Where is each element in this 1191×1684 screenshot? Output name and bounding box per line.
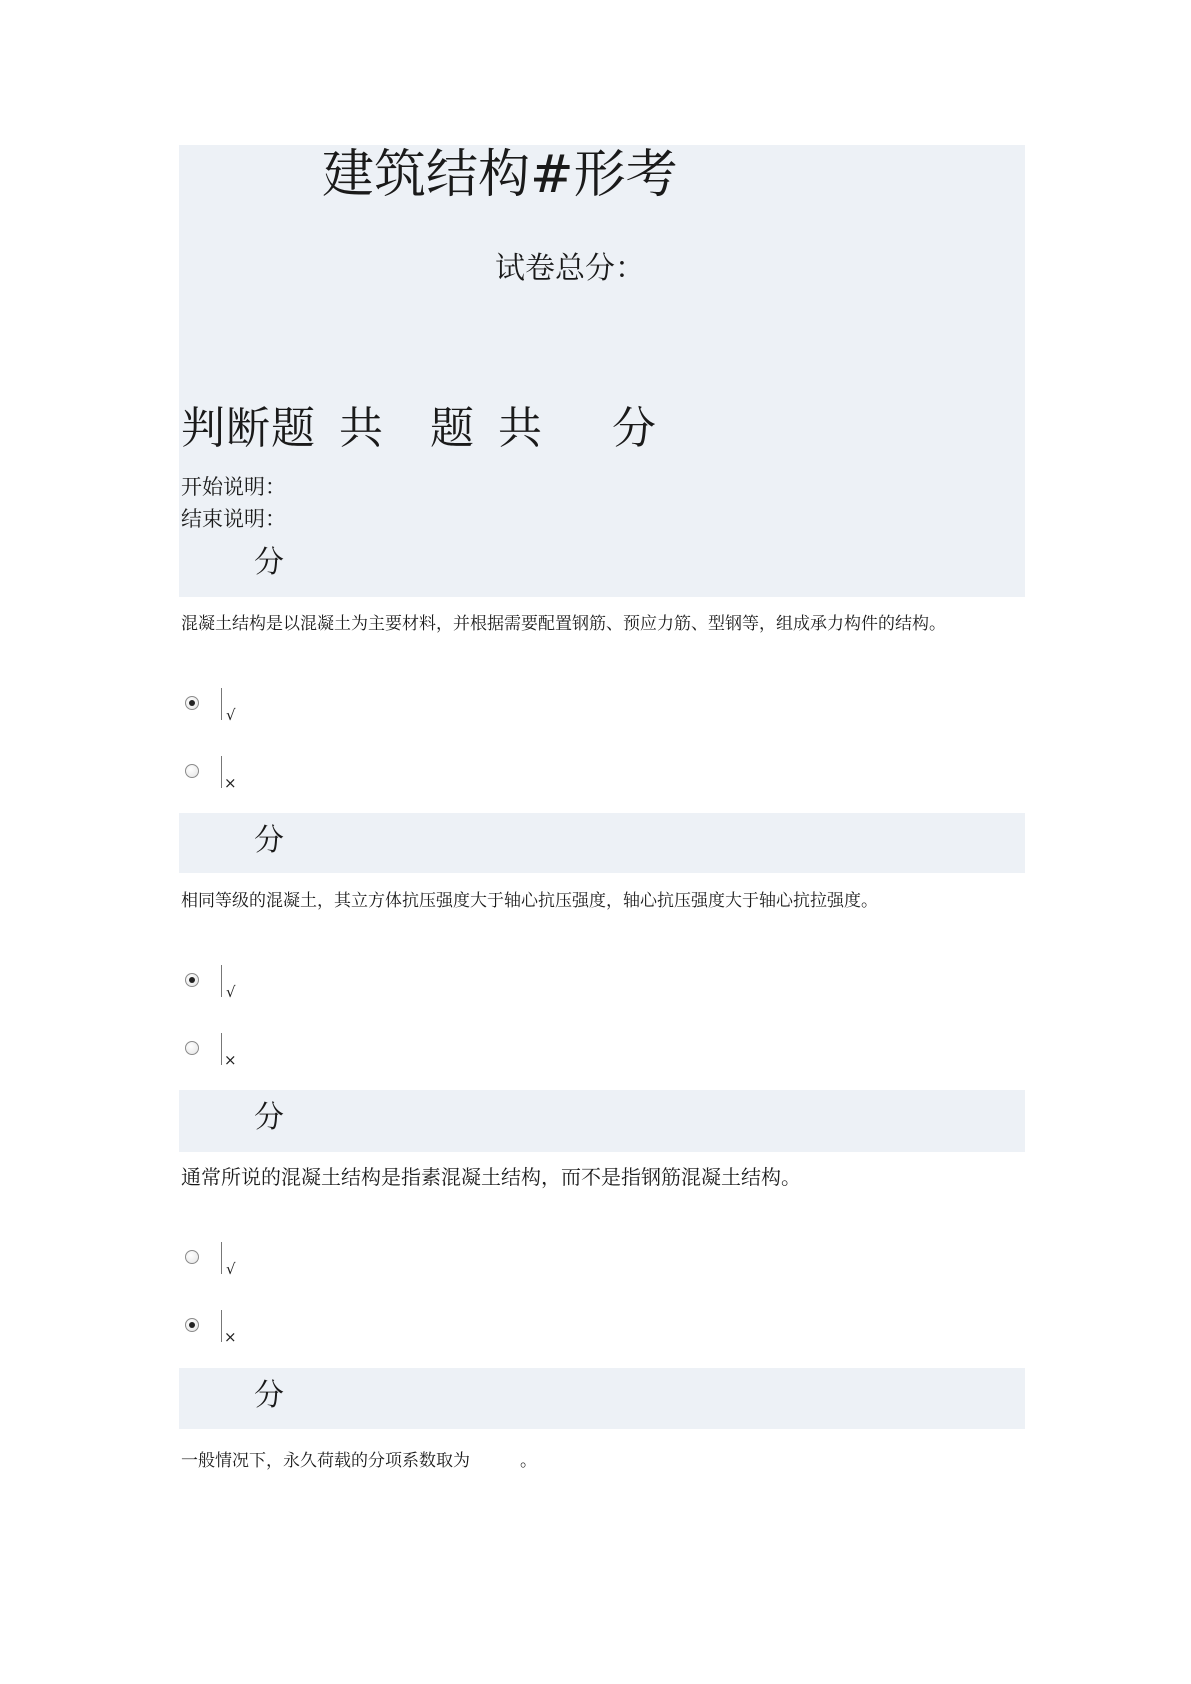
cross-mark: × xyxy=(224,1328,237,1346)
check-mark: √ xyxy=(226,1260,236,1278)
check-mark: √ xyxy=(226,983,236,1001)
section-heading-type: 判断题 xyxy=(181,403,316,454)
question-2-header xyxy=(179,813,1025,873)
question-1-radio-false[interactable] xyxy=(185,764,199,778)
total-score-label: 试卷总分： xyxy=(495,251,645,286)
question-2-radio-false[interactable] xyxy=(185,1041,199,1055)
question-2-score: 分 xyxy=(254,823,284,858)
question-4-text-suffix: 。 xyxy=(520,1451,537,1471)
question-3-text: 通常所说的混凝土结构是指素混凝土结构，而不是指钢筋混凝土结构。 xyxy=(181,1165,801,1189)
question-4-score: 分 xyxy=(254,1378,284,1413)
question-3-score: 分 xyxy=(254,1100,284,1135)
question-3-radio-true[interactable] xyxy=(185,1250,199,1264)
option-divider xyxy=(221,1033,222,1065)
question-4-text: 一般情况下，永久荷载的分项系数取为 xyxy=(181,1451,470,1471)
end-note: 结束说明： xyxy=(181,507,286,531)
cross-mark: × xyxy=(224,1051,237,1069)
option-divider xyxy=(221,1310,222,1342)
header-panel xyxy=(179,145,1025,597)
cross-mark: × xyxy=(224,774,237,792)
option-divider xyxy=(221,756,222,788)
question-1-score: 分 xyxy=(254,545,284,580)
question-2-radio-true[interactable] xyxy=(185,973,199,987)
question-2-text: 相同等级的混凝土，其立方体抗压强度大于轴心抗压强度，轴心抗压强度大于轴心抗拉强度。 xyxy=(181,891,878,911)
section-heading-count-unit: 题 xyxy=(430,403,475,454)
check-mark: √ xyxy=(226,706,236,724)
question-1-text: 混凝土结构是以混凝土为主要材料，并根据需要配置钢筋、预应力筋、型钢等，组成承力构件的结构。 xyxy=(181,614,946,634)
question-3-header xyxy=(179,1090,1025,1152)
question-4-header xyxy=(179,1368,1025,1429)
question-1-radio-true[interactable] xyxy=(185,696,199,710)
section-heading-score-unit: 分 xyxy=(612,403,657,454)
section-heading-count-prefix: 共 xyxy=(339,403,384,454)
option-divider xyxy=(221,688,222,720)
page-title: 建筑结构#形考 xyxy=(322,145,678,205)
question-3-radio-false[interactable] xyxy=(185,1318,199,1332)
section-heading-score-prefix: 共 xyxy=(498,403,543,454)
option-divider xyxy=(221,1242,222,1274)
start-note: 开始说明： xyxy=(181,475,286,499)
option-divider xyxy=(221,965,222,997)
